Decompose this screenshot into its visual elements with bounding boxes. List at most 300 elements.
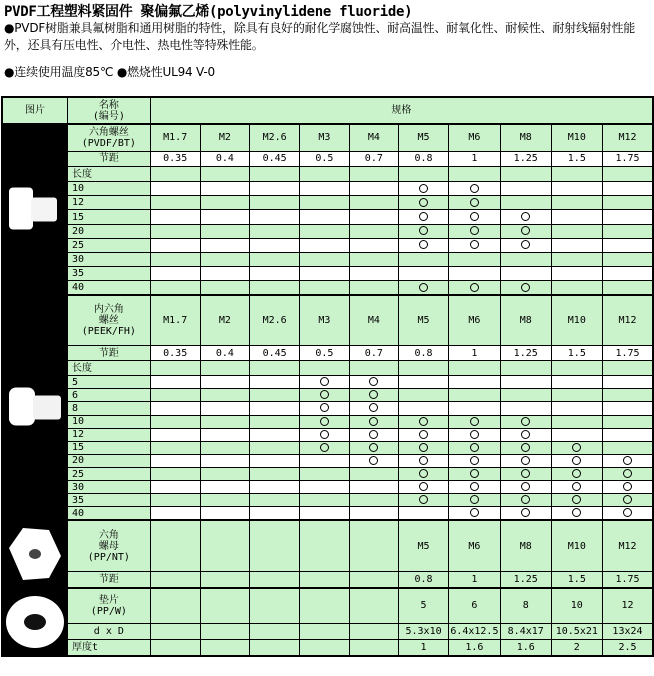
table-cell <box>551 166 602 181</box>
available-mark <box>399 494 449 507</box>
table-cell <box>250 481 300 494</box>
table-cell <box>150 376 200 389</box>
table-cell <box>551 252 602 266</box>
table-cell <box>150 252 200 266</box>
available-mark <box>602 494 653 507</box>
table-cell <box>150 196 200 210</box>
table-row <box>2 520 653 572</box>
table-cell <box>349 281 398 295</box>
thickness-cell <box>300 640 349 657</box>
circle-mark-icon <box>419 495 428 504</box>
table-cell <box>399 507 449 520</box>
table-cell <box>150 428 200 441</box>
table-cell <box>399 389 449 402</box>
table-cell <box>250 454 300 467</box>
size-cell: M1.7 <box>150 295 200 345</box>
table-cell <box>349 224 398 238</box>
size-cell: 8 <box>500 588 551 623</box>
table-cell <box>150 281 200 295</box>
dxd-cell: 13x24 <box>602 623 653 639</box>
table-cell <box>200 389 249 402</box>
size-cell: M2.6 <box>250 295 300 345</box>
pitch-cell: 0.8 <box>399 345 449 360</box>
size-cell: M1.7 <box>150 124 200 151</box>
table-cell <box>250 389 300 402</box>
size-cell: M3 <box>300 124 349 151</box>
table-row <box>2 151 653 166</box>
circle-mark-icon <box>419 240 428 249</box>
table-cell <box>500 252 551 266</box>
dxd-cell <box>200 623 249 639</box>
size-cell <box>300 588 349 623</box>
table-cell <box>602 415 653 428</box>
table-cell <box>349 267 398 281</box>
table-row <box>2 588 653 623</box>
table-row <box>2 454 653 467</box>
dxd-cell: 6.4x12.5 <box>449 623 501 639</box>
size-cell: M12 <box>602 520 653 572</box>
table-cell <box>250 361 300 376</box>
circle-mark-icon <box>521 240 530 249</box>
dxd-cell: 5.3x10 <box>399 623 449 639</box>
table-cell <box>250 402 300 415</box>
table-cell <box>250 166 300 181</box>
table-cell <box>250 376 300 389</box>
table-cell <box>349 481 398 494</box>
available-mark <box>300 415 349 428</box>
table-cell <box>200 166 249 181</box>
table-cell <box>602 210 653 224</box>
available-mark <box>449 210 501 224</box>
part-photo <box>2 520 68 588</box>
table-cell <box>449 267 501 281</box>
length-value: 20 <box>68 224 151 238</box>
available-mark <box>349 428 398 441</box>
table-cell <box>200 441 249 454</box>
size-cell: M2.6 <box>250 124 300 151</box>
available-mark <box>399 182 449 196</box>
available-mark <box>399 467 449 480</box>
length-value: 12 <box>68 428 151 441</box>
circle-mark-icon <box>419 482 428 491</box>
table-cell <box>150 267 200 281</box>
table-row <box>2 428 653 441</box>
dxd-cell <box>349 623 398 639</box>
pitch-cell: 0.45 <box>250 345 300 360</box>
dxd-cell: 8.4x17 <box>500 623 551 639</box>
table-cell <box>500 402 551 415</box>
available-mark <box>602 467 653 480</box>
circle-mark-icon <box>369 390 378 399</box>
table-cell <box>150 494 200 507</box>
table-cell <box>349 196 398 210</box>
size-cell: M5 <box>399 520 449 572</box>
table-row <box>2 467 653 480</box>
circle-mark-icon <box>623 508 632 517</box>
table-cell <box>250 210 300 224</box>
size-cell: M8 <box>500 295 551 345</box>
available-mark <box>300 402 349 415</box>
table-cell <box>500 267 551 281</box>
circle-mark-icon <box>470 508 479 517</box>
table-row <box>2 196 653 210</box>
pitch-cell: 1.5 <box>551 345 602 360</box>
pitch-cell: 0.7 <box>349 345 398 360</box>
available-mark <box>500 428 551 441</box>
socket-screw-image <box>3 296 67 519</box>
dxd-cell <box>300 623 349 639</box>
table-cell <box>551 402 602 415</box>
table-cell <box>200 281 249 295</box>
table-cell <box>602 281 653 295</box>
description: ●PVDF树脂兼具氟树脂和通用树脂的特性，除具有良好的耐化学腐蚀性、耐高温性、耐氧化性、耐候性、耐射线辐射性能外，还具有压电性、介电性、热电性等特殊性能。 <box>4 21 636 52</box>
table-cell <box>602 361 653 376</box>
available-mark <box>500 494 551 507</box>
size-cell: M3 <box>300 295 349 345</box>
available-mark <box>449 494 501 507</box>
table-cell <box>150 507 200 520</box>
circle-mark-icon <box>470 443 479 452</box>
available-mark <box>449 454 501 467</box>
dxd-cell <box>250 623 300 639</box>
table-cell <box>250 182 300 196</box>
circle-mark-icon <box>521 508 530 517</box>
pitch-cell: 0.5 <box>300 151 349 166</box>
pitch-cell <box>250 572 300 589</box>
table-cell <box>300 467 349 480</box>
table-cell <box>150 441 200 454</box>
table-cell <box>551 281 602 295</box>
size-cell: M12 <box>602 124 653 151</box>
circle-mark-icon <box>623 495 632 504</box>
table-cell <box>551 428 602 441</box>
table-cell <box>200 182 249 196</box>
available-mark <box>449 182 501 196</box>
thickness-cell <box>349 640 398 657</box>
thickness-cell <box>200 640 249 657</box>
available-mark <box>399 481 449 494</box>
table-cell <box>399 402 449 415</box>
available-mark <box>399 415 449 428</box>
table-cell <box>300 166 349 181</box>
table-cell <box>150 166 200 181</box>
available-mark <box>300 428 349 441</box>
table-cell <box>551 238 602 252</box>
available-mark <box>349 441 398 454</box>
table-cell <box>602 376 653 389</box>
part-photo <box>2 295 68 520</box>
length-value: 35 <box>68 267 151 281</box>
table-cell <box>300 267 349 281</box>
table-row <box>2 295 653 345</box>
length-value: 12 <box>68 196 151 210</box>
circle-mark-icon <box>369 377 378 386</box>
pitch-cell: 0.7 <box>349 151 398 166</box>
circle-mark-icon <box>521 456 530 465</box>
table-cell <box>349 238 398 252</box>
table-cell <box>300 224 349 238</box>
table-cell <box>449 361 501 376</box>
table-cell <box>399 267 449 281</box>
table-cell <box>449 389 501 402</box>
available-mark <box>449 196 501 210</box>
table-cell <box>200 467 249 480</box>
pitch-cell: 1.25 <box>500 345 551 360</box>
available-mark <box>500 210 551 224</box>
size-cell <box>250 588 300 623</box>
circle-mark-icon <box>369 417 378 426</box>
circle-mark-icon <box>369 456 378 465</box>
table-cell <box>250 507 300 520</box>
available-mark <box>551 494 602 507</box>
table-cell <box>300 196 349 210</box>
table-cell <box>200 507 249 520</box>
length-value: 40 <box>68 281 151 295</box>
table-cell <box>200 415 249 428</box>
size-cell: 10 <box>551 588 602 623</box>
table-cell <box>150 415 200 428</box>
available-mark <box>551 481 602 494</box>
available-mark <box>500 415 551 428</box>
table-cell <box>349 210 398 224</box>
table-cell <box>300 281 349 295</box>
hex-nut-image <box>3 521 67 587</box>
circle-mark-icon <box>419 456 428 465</box>
circle-mark-icon <box>419 198 428 207</box>
table-cell <box>250 467 300 480</box>
available-mark <box>500 281 551 295</box>
table-cell <box>150 361 200 376</box>
available-mark <box>500 238 551 252</box>
available-mark <box>449 507 501 520</box>
table-cell <box>200 238 249 252</box>
table-row <box>2 182 653 196</box>
circle-mark-icon <box>521 212 530 221</box>
pitch-label: 节距 <box>68 151 151 166</box>
thickness-cell: 1.6 <box>449 640 501 657</box>
table-cell <box>551 224 602 238</box>
available-mark <box>449 238 501 252</box>
table-cell <box>300 481 349 494</box>
table-row <box>2 481 653 494</box>
table-cell <box>500 182 551 196</box>
circle-mark-icon <box>320 443 329 452</box>
table-cell <box>200 196 249 210</box>
pitch-cell: 0.45 <box>250 151 300 166</box>
pitch-cell: 1 <box>449 572 501 589</box>
pitch-cell: 1.75 <box>602 572 653 589</box>
pitch-cell <box>150 572 200 589</box>
table-cell <box>349 507 398 520</box>
table-cell <box>150 210 200 224</box>
length-value: 6 <box>68 389 151 402</box>
circle-mark-icon <box>419 212 428 221</box>
table-cell <box>200 267 249 281</box>
header-name: 名称 (编号) <box>68 97 151 124</box>
size-cell: 12 <box>602 588 653 623</box>
available-mark <box>399 238 449 252</box>
table-cell <box>551 376 602 389</box>
length-value: 15 <box>68 441 151 454</box>
available-mark <box>449 467 501 480</box>
available-mark <box>500 441 551 454</box>
size-cell: 6 <box>449 588 501 623</box>
pitch-cell: 0.35 <box>150 345 200 360</box>
table-cell <box>551 361 602 376</box>
table-cell <box>200 361 249 376</box>
table-cell <box>150 182 200 196</box>
table-row <box>2 238 653 252</box>
header-spec: 规格 <box>150 97 653 124</box>
pitch-cell: 0.4 <box>200 151 249 166</box>
washer-name: 垫片 (PP/W) <box>68 588 151 623</box>
pitch-cell <box>349 572 398 589</box>
circle-mark-icon <box>521 482 530 491</box>
table-cell <box>551 415 602 428</box>
table-cell <box>150 389 200 402</box>
size-cell: M2 <box>200 295 249 345</box>
washer-image <box>3 589 67 655</box>
length-value: 15 <box>68 210 151 224</box>
table-cell <box>551 210 602 224</box>
table-row <box>2 376 653 389</box>
available-mark <box>602 481 653 494</box>
available-mark <box>349 402 398 415</box>
available-mark <box>399 224 449 238</box>
pitch-cell: 1.5 <box>551 572 602 589</box>
table-row <box>2 210 653 224</box>
table-cell <box>250 441 300 454</box>
size-cell: M2 <box>200 124 249 151</box>
available-mark <box>551 454 602 467</box>
size-cell <box>200 520 249 572</box>
length-value: 10 <box>68 415 151 428</box>
table-row <box>2 97 653 124</box>
table-cell <box>349 182 398 196</box>
table-cell <box>200 428 249 441</box>
table-cell <box>551 196 602 210</box>
table-cell <box>250 252 300 266</box>
table-cell <box>300 507 349 520</box>
table-cell <box>150 238 200 252</box>
table-row <box>2 415 653 428</box>
available-mark <box>500 467 551 480</box>
circle-mark-icon <box>320 390 329 399</box>
available-mark <box>399 454 449 467</box>
spec-table <box>1 96 654 657</box>
table-cell <box>200 494 249 507</box>
size-cell <box>150 520 200 572</box>
circle-mark-icon <box>470 198 479 207</box>
circle-mark-icon <box>470 417 479 426</box>
table-row <box>2 166 653 181</box>
available-mark <box>399 210 449 224</box>
length-label: 长度 <box>68 361 151 376</box>
circle-mark-icon <box>419 184 428 193</box>
table-cell <box>150 402 200 415</box>
circle-mark-icon <box>320 430 329 439</box>
available-mark <box>399 441 449 454</box>
table-cell <box>602 196 653 210</box>
table-cell <box>399 361 449 376</box>
table-cell <box>602 224 653 238</box>
length-value: 8 <box>68 402 151 415</box>
available-mark <box>349 389 398 402</box>
available-mark <box>349 415 398 428</box>
table-cell <box>250 196 300 210</box>
size-cell: M4 <box>349 295 398 345</box>
available-mark <box>500 454 551 467</box>
table-row <box>2 281 653 295</box>
table-cell <box>250 267 300 281</box>
table-cell <box>200 454 249 467</box>
circle-mark-icon <box>470 283 479 292</box>
table-cell <box>449 402 501 415</box>
size-cell: M10 <box>551 124 602 151</box>
circle-mark-icon <box>320 403 329 412</box>
table-cell <box>602 389 653 402</box>
available-mark <box>349 376 398 389</box>
circle-mark-icon <box>369 430 378 439</box>
dxd-label: d x D <box>68 623 151 639</box>
circle-mark-icon <box>521 495 530 504</box>
circle-mark-icon <box>521 283 530 292</box>
pitch-cell <box>300 572 349 589</box>
available-mark <box>551 507 602 520</box>
table-cell <box>150 481 200 494</box>
table-row <box>2 252 653 266</box>
table-cell <box>602 441 653 454</box>
size-cell: M6 <box>449 295 501 345</box>
circle-mark-icon <box>521 417 530 426</box>
table-cell <box>349 252 398 266</box>
table-cell <box>250 494 300 507</box>
table-cell <box>551 389 602 402</box>
circle-mark-icon <box>419 226 428 235</box>
circle-mark-icon <box>470 240 479 249</box>
table-cell <box>500 376 551 389</box>
size-cell <box>200 588 249 623</box>
circle-mark-icon <box>470 456 479 465</box>
table-cell <box>300 454 349 467</box>
circle-mark-icon <box>419 469 428 478</box>
table-cell <box>349 494 398 507</box>
size-cell: M6 <box>449 124 501 151</box>
available-mark <box>300 441 349 454</box>
size-cell: M8 <box>500 124 551 151</box>
available-mark <box>449 441 501 454</box>
circle-mark-icon <box>521 469 530 478</box>
circle-mark-icon <box>572 456 581 465</box>
circle-mark-icon <box>320 377 329 386</box>
length-value: 40 <box>68 507 151 520</box>
size-cell: 5 <box>399 588 449 623</box>
size-cell: M6 <box>449 520 501 572</box>
dxd-cell <box>150 623 200 639</box>
table-cell <box>602 238 653 252</box>
pitch-cell: 1.75 <box>602 151 653 166</box>
circle-mark-icon <box>419 443 428 452</box>
circle-mark-icon <box>521 430 530 439</box>
table-cell <box>200 376 249 389</box>
length-value: 10 <box>68 182 151 196</box>
circle-mark-icon <box>521 443 530 452</box>
size-cell: M4 <box>349 124 398 151</box>
available-mark <box>300 389 349 402</box>
table-cell <box>200 252 249 266</box>
table-row <box>2 441 653 454</box>
header-image: 图片 <box>2 97 68 124</box>
